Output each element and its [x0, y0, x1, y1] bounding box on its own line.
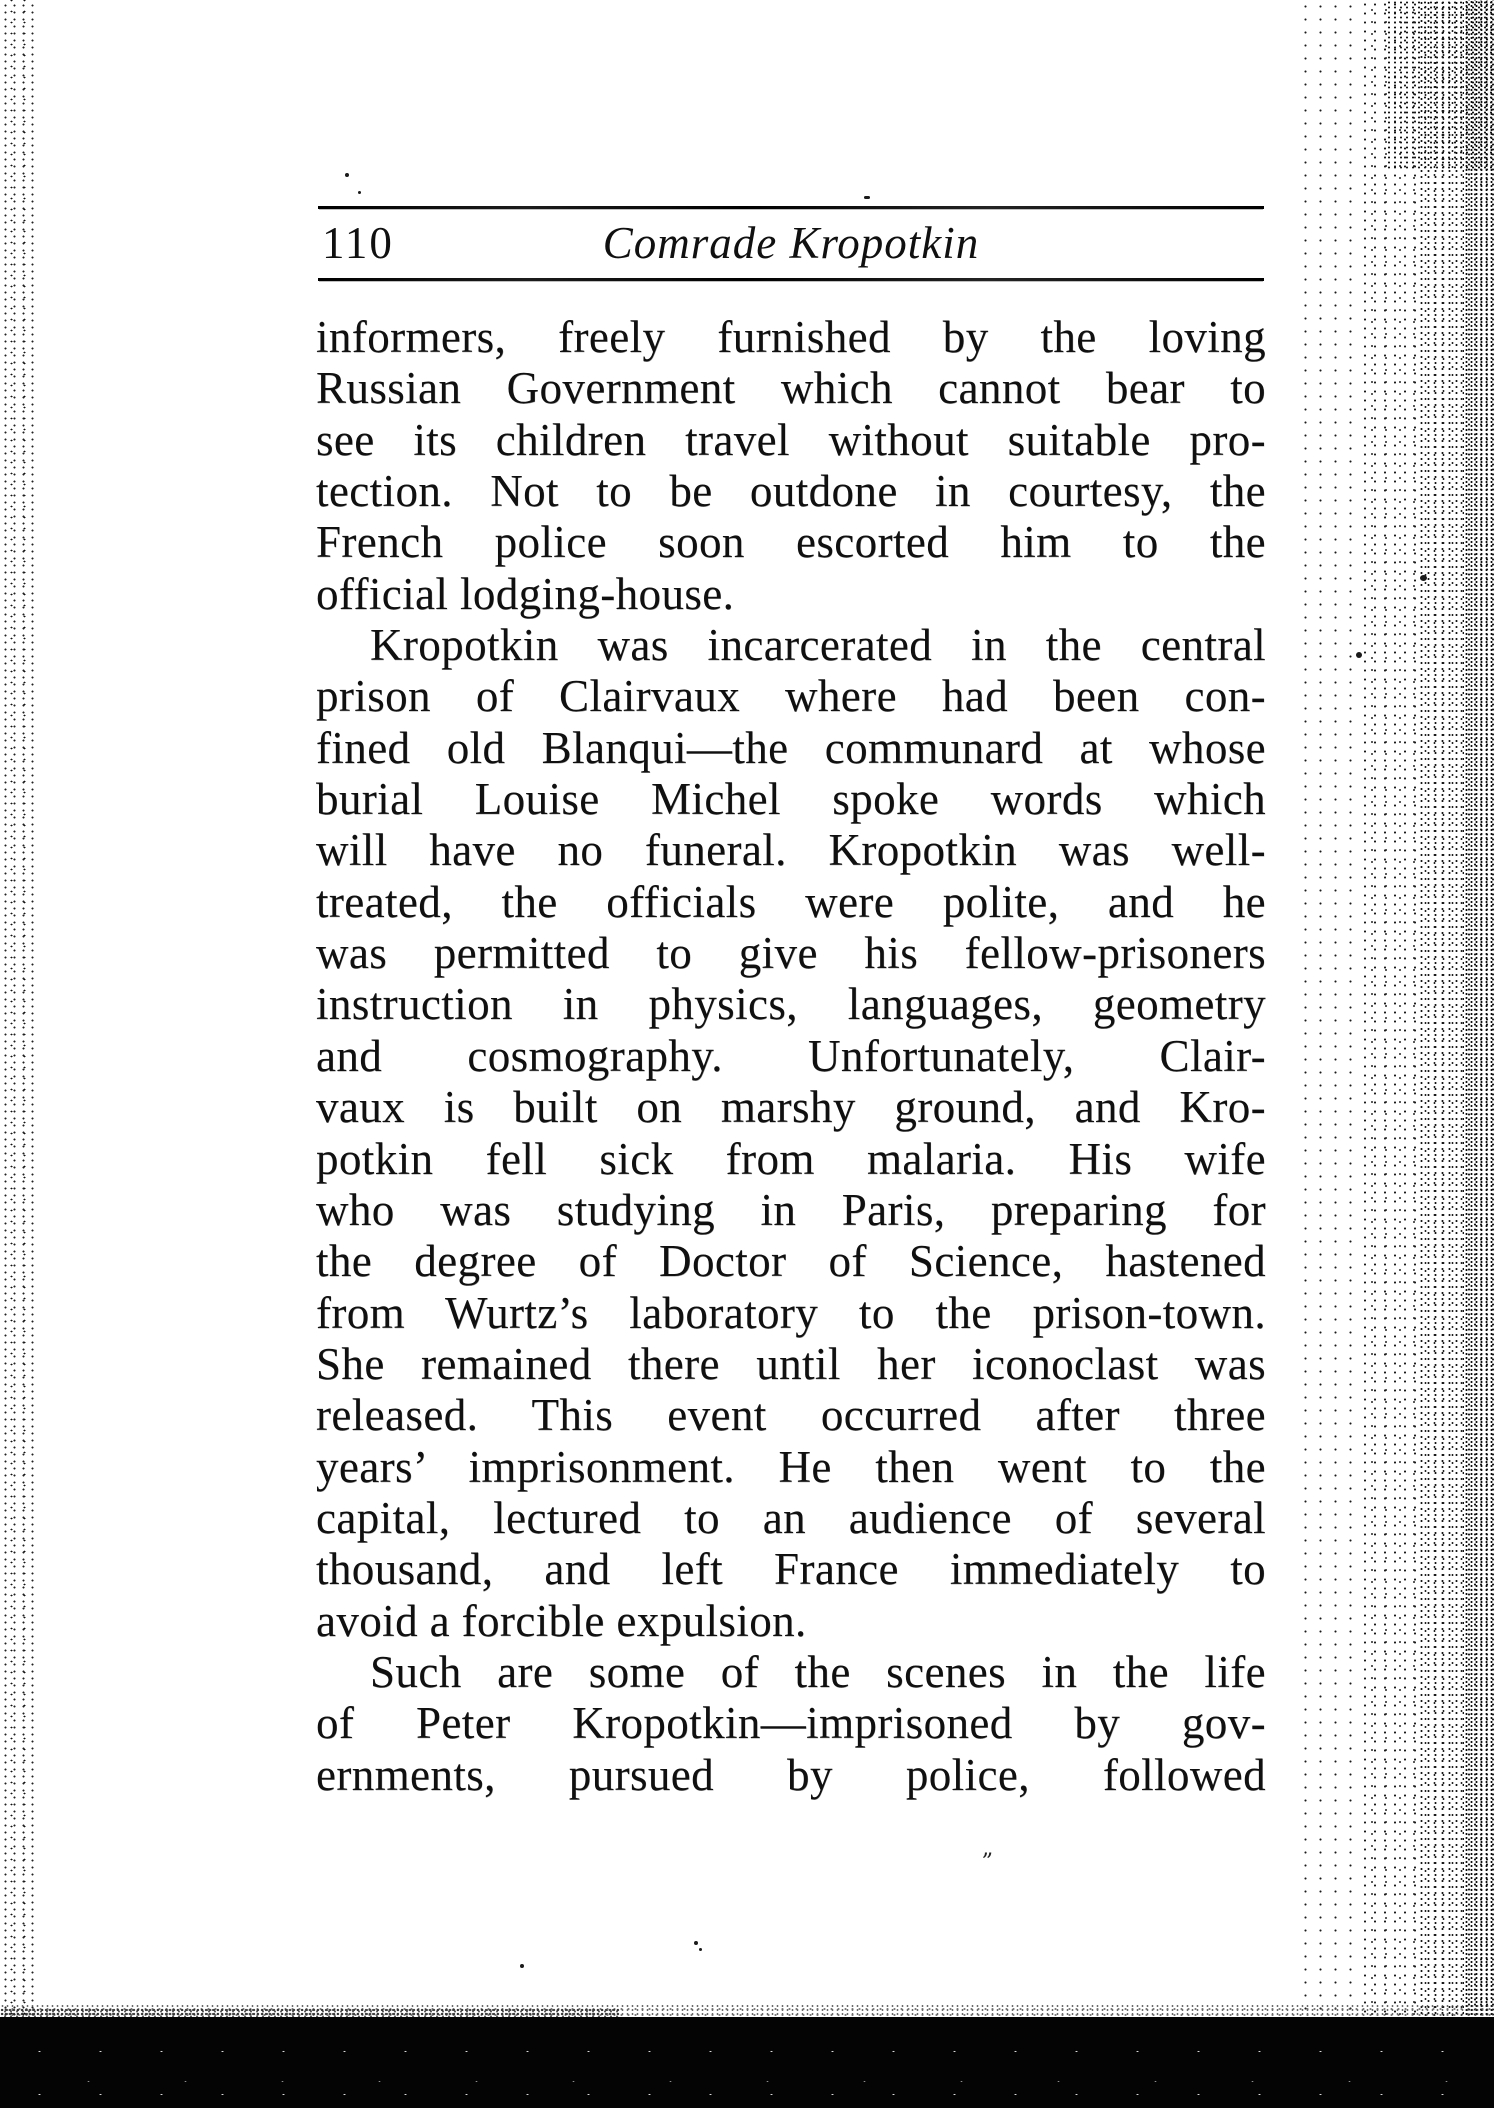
scan-speck: [694, 1941, 698, 1945]
text-line: She remained there until her iconoclast was: [316, 1338, 1266, 1389]
text-line: capital, lectured to an audience of several: [316, 1492, 1266, 1543]
text-line: official lodging-house.: [316, 568, 735, 619]
scan-speck: [358, 191, 361, 194]
text-line: was permitted to give his fellow-prisoners: [316, 928, 1266, 979]
running-title: Comrade Kropotkin: [602, 218, 980, 268]
text-line: vaux is built on marshy ground, and Kro-: [316, 1082, 1266, 1133]
text-line: prison of Clairvaux where had been con-: [316, 671, 1266, 722]
text-line: thousand, and left France immediately to: [316, 1544, 1266, 1595]
scan-speck: [345, 173, 349, 177]
text-line: of Peter Kropotkin—imprisoned by gov-: [316, 1698, 1266, 1749]
header-rule-bottom: [318, 278, 1264, 281]
text-line: treated, the officials were polite, and he: [316, 876, 1266, 927]
scan-noise-right-band-1: [1298, 0, 1360, 2017]
text-line: years’ imprisonment. He then went to the: [316, 1441, 1266, 1492]
text-line: burial Louise Michel spoke words which: [316, 774, 1266, 825]
scan-speck: [1420, 575, 1427, 581]
scan-noise-right-band-4: [1464, 0, 1494, 2017]
page-number: 110: [322, 218, 394, 268]
scan-noise-right-corner: [1386, 0, 1494, 170]
scan-noise-left-edge: [0, 0, 34, 2017]
text-line: avoid a forcible expulsion.: [316, 1595, 807, 1646]
text-line: who was studying in Paris, preparing for: [316, 1184, 1266, 1235]
text-line: see its children travel without suitable pro-: [316, 414, 1266, 465]
text-line: Kropotkin was incarcerated in the central: [370, 620, 1266, 671]
text-line: tection. Not to be outdone in courtesy, the: [316, 466, 1266, 517]
scan-noise-right-band-3: [1418, 0, 1464, 2017]
text-line: and cosmography. Unfortunately, Clair-: [316, 1030, 1266, 1081]
text-line: potkin fell sick from malaria. His wife: [316, 1133, 1266, 1184]
body-text: [316, 312, 1266, 1801]
text-line: Such are some of the scenes in the life: [370, 1646, 1266, 1697]
text-line: instruction in physics, languages, geometry: [316, 979, 1266, 1030]
scan-noise-right-band-2: [1360, 0, 1418, 2017]
text-line: fined old Blanqui—the communard at whose: [316, 722, 1266, 773]
text-line: will have no funeral. Kropotkin was well-: [316, 825, 1266, 876]
header-rule-top: [318, 206, 1264, 209]
text-line: ernments, pursued by police, followed: [316, 1749, 1266, 1800]
scan-speck: [864, 196, 870, 199]
scan-speck: [699, 1948, 702, 1951]
scan-bottom-bar: [0, 2017, 1494, 2108]
scan-speck: [520, 1964, 524, 1968]
text-line: French police soon escorted him to the: [316, 517, 1266, 568]
scan-speck: „: [982, 1836, 994, 1861]
scan-speck: [1356, 652, 1362, 658]
text-line: from Wurtz’s laboratory to the prison-town.: [316, 1287, 1266, 1338]
text-line: released. This event occurred after three: [316, 1390, 1266, 1441]
text-line: Russian Government which cannot bear to: [316, 363, 1266, 414]
text-line: the degree of Doctor of Science, hastened: [316, 1236, 1266, 1287]
text-line: informers, freely furnished by the loving: [316, 312, 1266, 362]
page-header: [318, 212, 1264, 274]
